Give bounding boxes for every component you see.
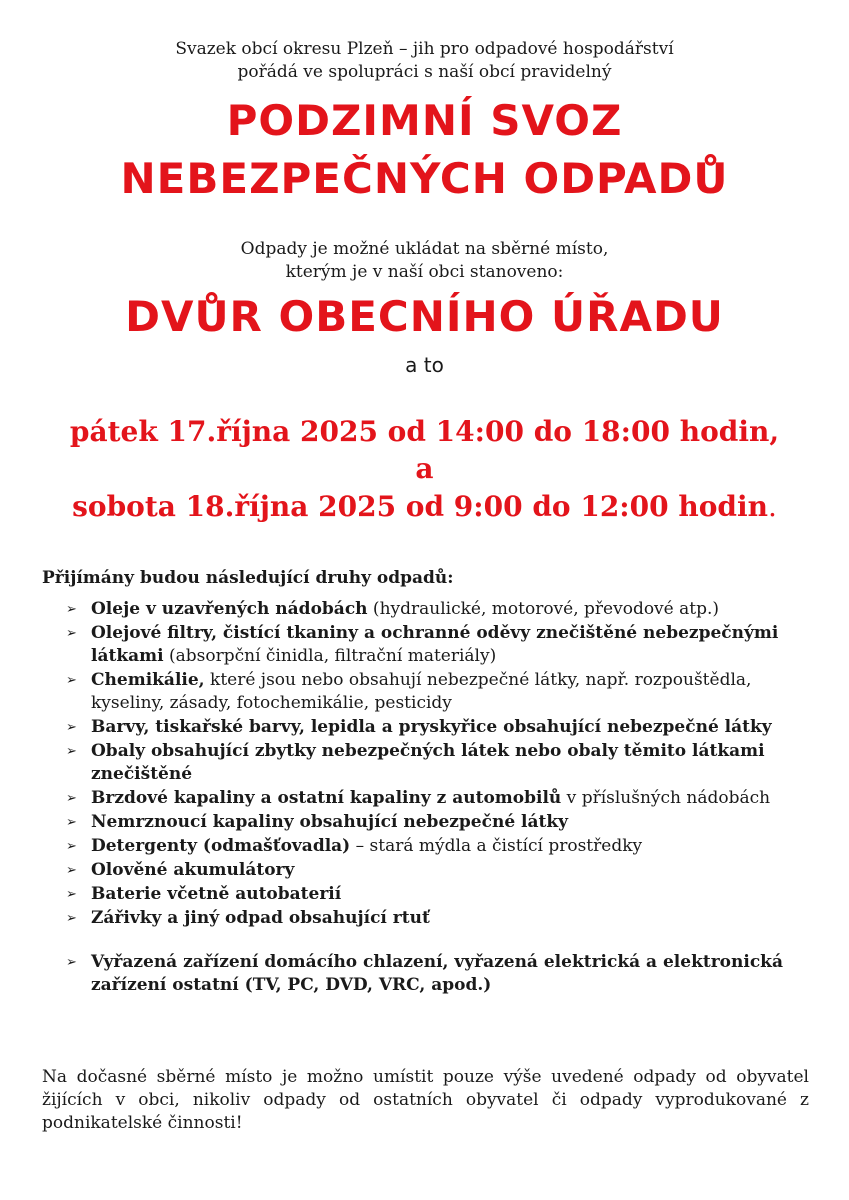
list-item xyxy=(66,787,826,810)
date-and: a xyxy=(415,452,434,485)
item-rest: (hydraulické, motorové, převodové atp.) xyxy=(367,599,720,619)
list-heading: Přijímány budou následující druhy odpadů: xyxy=(42,568,454,588)
item-bold: Barvy, tiskařské barvy, lepidla a pryskyřice obsahující nebezpečné látky xyxy=(91,717,772,737)
arrow-bullet-icon: ➢ xyxy=(66,626,77,641)
arrow-bullet-icon: ➢ xyxy=(66,887,77,902)
a-to-text: a to xyxy=(405,353,444,377)
arrow-bullet-icon: ➢ xyxy=(66,720,77,735)
item-bold: Chemikálie, xyxy=(91,670,205,690)
item-rest: které jsou nebo obsahují nebezpečné látky, např. rozpouštědla, kyseliny, zásady, fotochemikálie, pesticidy xyxy=(91,670,752,713)
item-rest: (absorpční činidla, filtrační materiály) xyxy=(163,646,497,666)
arrow-bullet-icon: ➢ xyxy=(66,791,77,806)
footer-note: Na dočasné sběrné místo je možno umístit pouze výše uvedené odpady od obyvatel žijících v obci, nikoliv odpady od ostatních obyvatel či odpady vyprodukované z podnikatelské činnosti! xyxy=(42,1067,809,1133)
item-bold: Olejové filtry, čistící tkaniny a ochranné oděvy znečištěné nebezpečnými látkami xyxy=(91,623,779,666)
waste-list xyxy=(66,598,826,998)
item-bold: Baterie včetně autobaterií xyxy=(91,884,342,904)
place-intro-line-2: kterým je v naší obci stanoveno: xyxy=(285,262,564,282)
arrow-bullet-icon: ➢ xyxy=(66,602,77,617)
date-saturday-text: sobota 18.října 2025 od 9:00 do 12:00 hodin xyxy=(72,490,768,523)
title-line-1: PODZIMNÍ SVOZ xyxy=(226,96,623,145)
item-bold: Vyřazená zařízení domácího chlazení, vyřazená elektrická a elektronická zařízení ostatní (TV, PC, DVD, VRC, apod.) xyxy=(91,952,783,995)
item-bold: Detergenty (odmašťovadla) xyxy=(91,836,351,856)
list-item xyxy=(66,740,826,786)
arrow-bullet-icon: ➢ xyxy=(66,744,77,759)
item-bold: Brzdové kapaliny a ostatní kapaliny z automobilů xyxy=(91,788,562,808)
arrow-bullet-icon: ➢ xyxy=(66,863,77,878)
list-item xyxy=(66,859,826,882)
collection-place: DVŮR OBECNÍHO ÚŘADU xyxy=(125,292,724,341)
item-bold: Olověné akumulátory xyxy=(91,860,295,880)
item-bold: Zářivky a jiný odpad obsahující rtuť xyxy=(91,908,430,928)
place-intro-line-1: Odpady je možné ukládat na sběrné místo, xyxy=(240,239,609,259)
list-item xyxy=(66,622,826,668)
list-item xyxy=(66,951,826,997)
place-intro xyxy=(0,238,849,284)
list-item xyxy=(66,835,826,858)
item-rest: v příslušných nádobách xyxy=(561,788,771,808)
item-bold: Obaly obsahující zbytky nebezpečných látek nebo obaly těmito látkami znečištěné xyxy=(91,741,765,784)
intro-line-1: Svazek obcí okresu Plzeň – jih pro odpadové hospodářství xyxy=(175,39,674,59)
list-item xyxy=(66,669,826,715)
list-spacer xyxy=(66,931,826,951)
arrow-bullet-icon: ➢ xyxy=(66,955,77,970)
list-item xyxy=(66,907,826,930)
item-rest: – stará mýdla a čistící prostředky xyxy=(350,836,643,856)
arrow-bullet-icon: ➢ xyxy=(66,839,77,854)
list-item xyxy=(66,811,826,834)
list-item xyxy=(66,598,826,621)
item-bold: Nemrznoucí kapaliny obsahující nebezpečné látky xyxy=(91,812,569,832)
arrow-bullet-icon: ➢ xyxy=(66,815,77,830)
title-line-2: NEBEZPEČNÝCH ODPADŮ xyxy=(120,154,729,203)
arrow-bullet-icon: ➢ xyxy=(66,673,77,688)
list-item xyxy=(66,716,826,739)
date-friday: pátek 17.října 2025 od 14:00 do 18:00 hodin, xyxy=(69,415,780,448)
intro-line-2: pořádá ve spolupráci s naší obcí pravidelný xyxy=(237,62,612,82)
list-item xyxy=(66,883,826,906)
item-bold: Oleje v uzavřených nádobách xyxy=(91,599,368,619)
date-saturday xyxy=(0,488,849,526)
intro-text xyxy=(0,38,849,84)
arrow-bullet-icon: ➢ xyxy=(66,911,77,926)
date-saturday-period: . xyxy=(767,490,777,523)
